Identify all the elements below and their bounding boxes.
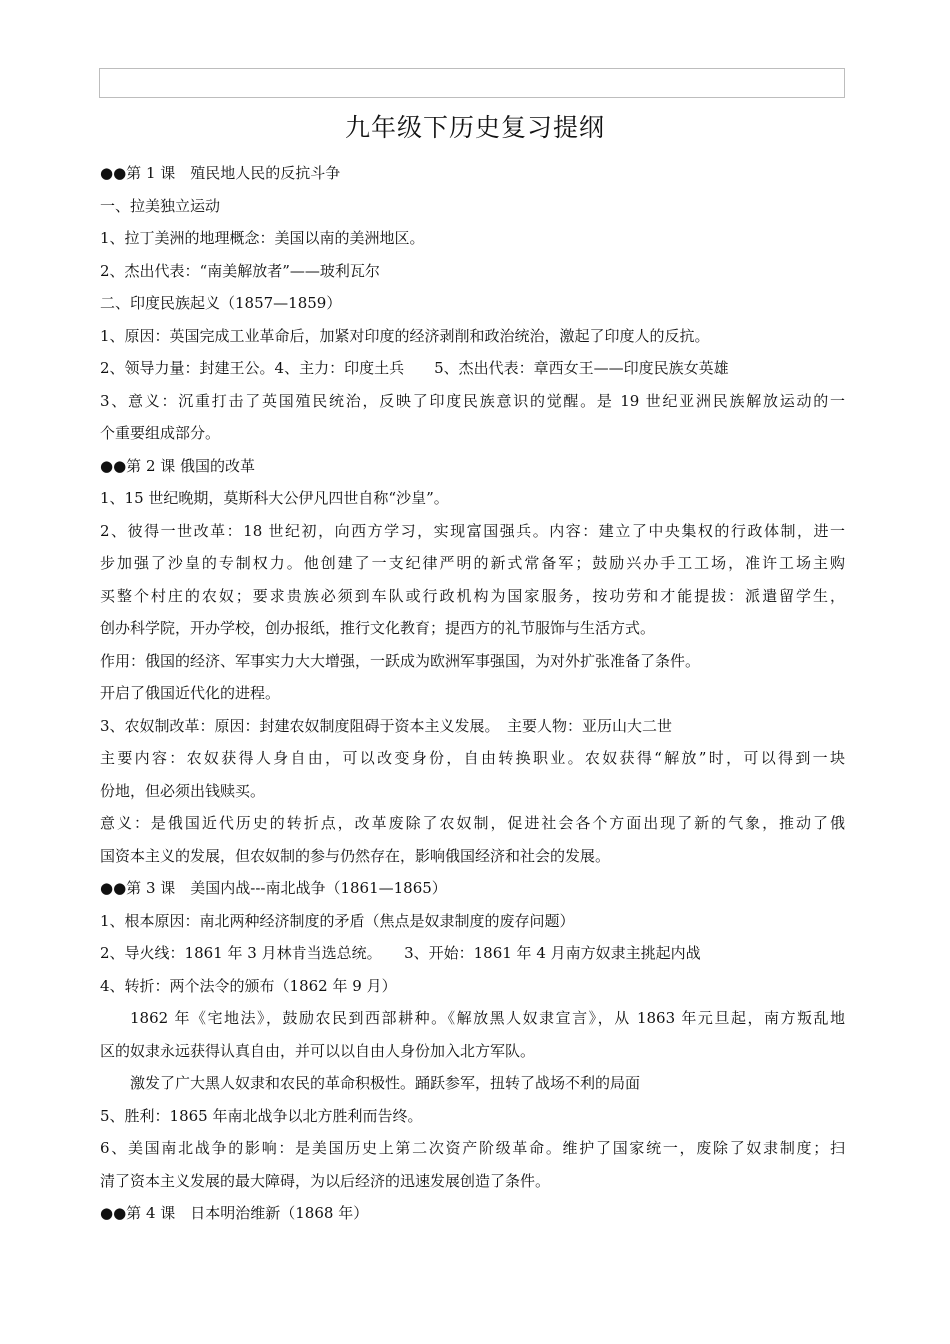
body-line: 2、杰出代表：“南美解放者”——玻利瓦尔 xyxy=(100,261,380,280)
body-line: 1、原因：英国完成工业革命后，加紧对印度的经济剥削和政治统治，激起了印度人的反抗。 xyxy=(100,326,710,345)
body-line: 1862 年《宅地法》，鼓励农民到西部耕种。《解放黑人奴隶宣言》，从 1863 年元旦起，南方叛乱地 xyxy=(130,1009,845,1027)
body-line: 2、彼得一世改革：18 世纪初，向西方学习，实现富国强兵。内容：建立了中央集权的行政体制，进一 xyxy=(100,521,845,540)
body-line: 1、拉丁美洲的地理概念：美国以南的美洲地区。 xyxy=(100,229,425,247)
body-line: 清了资本主义发展的最大障碍，为以后经济的迅速发展创造了条件。 xyxy=(100,1171,551,1190)
lesson-heading: ●●第 2 课 俄国的改革 xyxy=(100,456,256,475)
body-line: 1、根本原因：南北两种经济制度的矛盾（焦点是奴隶制度的废存问题） xyxy=(100,911,575,930)
lesson-heading: ●●第 4 课 日本明治维新（1868 年） xyxy=(100,1204,369,1222)
body-line: 作用：俄国的经济、军事实力大大增强，一跃成为欧洲军事强国，为对外扩张准备了条件。 xyxy=(100,651,701,670)
lesson-heading: ●●第 3 课 美国内战---南北战争（1861—1865） xyxy=(100,879,447,897)
body-line: 二、印度民族起义（1857—1859） xyxy=(100,294,342,312)
body-line: 个重要组成部分。 xyxy=(100,424,221,442)
body-line: 份地，但必须出钱赎买。 xyxy=(100,781,266,800)
body-line: 区的奴隶永远获得认真自由，并可以以自由人身份加入北方军队。 xyxy=(100,1041,536,1060)
lesson-heading: ●●第 1 课 殖民地人民的反抗斗争 xyxy=(100,164,341,182)
body-line: 步加强了沙皇的专制权力。他创建了一支纪律严明的新式常备军；鼓励兴办手工工场，准许工场主购 xyxy=(100,554,845,572)
body-line: 激发了广大黑人奴隶和农民的革命积极性。踊跃参军，扭转了战场不利的局面 xyxy=(130,1074,641,1092)
body-line: 主要内容：农奴获得人身自由，可以改变身份，自由转换职业。农奴获得“解放”时，可以得到一块 xyxy=(100,749,845,767)
body-line: 3、意义：沉重打击了英国殖民统治，反映了印度民族意识的觉醒。是 19 世纪亚洲民族解放运动的一 xyxy=(100,391,845,410)
body-line: 4、转折：两个法令的颁布（1862 年 9 月） xyxy=(100,976,397,995)
body-line: 一、拉美独立运动 xyxy=(100,196,221,215)
document-title: 九年级下历史复习提纲 xyxy=(344,113,605,142)
body-line: 国资本主义的发展，但农奴制的参与仍然存在，影响俄国经济和社会的发展。 xyxy=(100,846,611,865)
body-line: 2、领导力量：封建王公。4、主力：印度土兵 5、杰出代表：章西女王——印度民族女英雄 xyxy=(100,359,729,377)
body-line: 1、15 世纪晚期，莫斯科大公伊凡四世自称“沙皇”。 xyxy=(100,489,449,507)
body-line: 创办科学院，开办学校，创办报纸，推行文化教育；提西方的礼节服饰与生活方式。 xyxy=(100,619,656,637)
body-line: 3、农奴制改革：原因：封建农奴制度阻碍于资本主义发展。 主要人物：亚历山大二世 xyxy=(100,716,673,735)
body-line: 买整个村庄的农奴；要求贵族必须到车队或行政机构为国家服务，按功劳和才能提拔：派遣留学生， xyxy=(100,586,845,605)
document-body xyxy=(100,157,845,1230)
body-line: 开启了俄国近代化的进程。 xyxy=(100,684,281,702)
page-header-box xyxy=(99,68,845,98)
body-line: 5、胜利：1865 年南北战争以北方胜利而告终。 xyxy=(100,1106,423,1125)
body-line: 意义：是俄国近代历史的转折点，改革废除了农奴制，促进社会各个方面出现了新的气象，推动了俄 xyxy=(100,814,845,832)
body-line: 2、导火线：1861 年 3 月林肯当选总统。 3、开始：1861 年 4 月南方奴隶主挑起内战 xyxy=(100,944,701,962)
body-line: 6、美国南北战争的影响：是美国历史上第二次资产阶级革命。维护了国家统一，废除了奴隶制度；扫 xyxy=(100,1139,845,1157)
